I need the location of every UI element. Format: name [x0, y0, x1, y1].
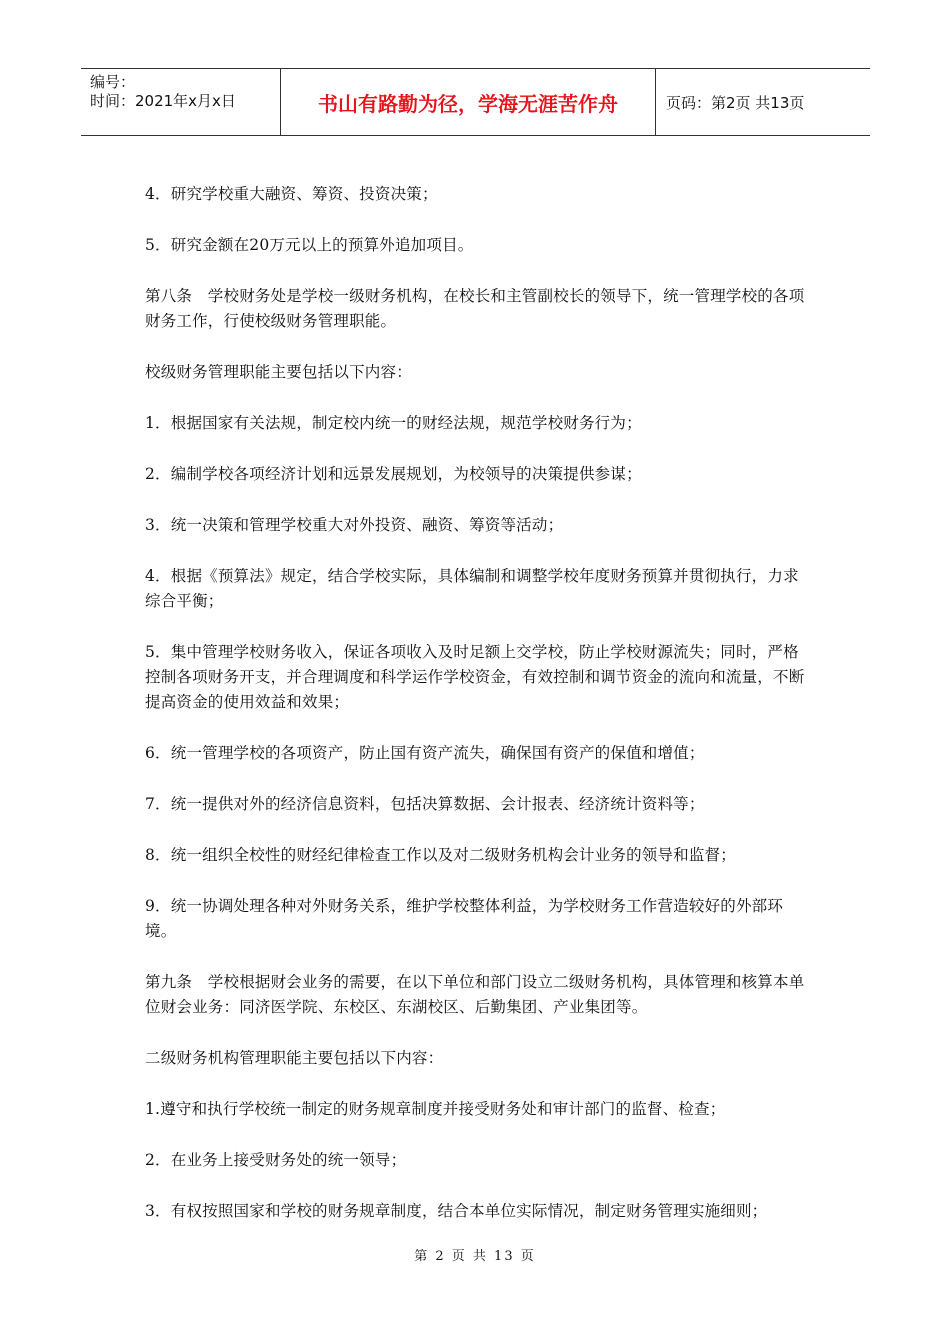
paragraph: 1．根据国家有关法规，制定校内统一的财经法规，规范学校财务行为； — [145, 414, 642, 432]
page-header — [81, 68, 870, 136]
paragraph: 4．研究学校重大融资、筹资、投资决策； — [145, 185, 438, 203]
paragraph: 二级财务机构管理职能主要包括以下内容： — [145, 1049, 444, 1067]
paragraph: 第九条 学校根据财会业务的需要，在以下单位和部门设立二级财务机构，具体管理和核算本单位财会业务：同济医学院、东校区、东湖校区、后勤集团、产业集团等。 — [145, 973, 805, 1016]
paragraph: 6．统一管理学校的各项资产，防止国有资产流失，确保国有资产的保值和增值； — [145, 744, 705, 762]
document-body — [145, 182, 810, 1250]
paragraph: 1.遵守和执行学校统一制定的财务规章制度并接受财务处和审计部门的监督、检查； — [145, 1100, 726, 1118]
paragraph: 7．统一提供对外的经济信息资料，包括决算数据、会计报表、经济统计资料等； — [145, 795, 705, 813]
paragraph: 3．有权按照国家和学校的财务规章制度，结合本单位实际情况，制定财务管理实施细则； — [145, 1202, 768, 1220]
header-meta — [81, 69, 281, 135]
paragraph: 校级财务管理职能主要包括以下内容： — [145, 363, 412, 381]
paragraph: 第八条 学校财务处是学校一级财务机构，在校长和主管副校长的领导下，统一管理学校的各项财务工作，行使校级财务管理职能。 — [145, 287, 805, 330]
time-label: 时间：2021年x月x日 — [90, 92, 236, 110]
paragraph: 4．根据《预算法》规定，结合学校实际，具体编制和调整学校年度财务预算并贯彻执行，力求综合平衡； — [145, 567, 799, 610]
paragraph: 3．统一决策和管理学校重大对外投资、融资、筹资等活动； — [145, 516, 564, 534]
header-page-info: 页码：第2页 共13页 — [666, 93, 805, 112]
paragraph: 5．研究金额在20万元以上的预算外追加项目。 — [145, 236, 474, 254]
number-label: 编号： — [90, 73, 136, 91]
paragraph: 5．集中管理学校财务收入，保证各项收入及时足额上交学校，防止学校财源流失；同时，严格控制各项财务开支，并合理调度和科学运作学校资金，有效控制和调节资金的流向和流量，不断提高资金的使用效益和效果； — [145, 643, 805, 711]
paragraph: 2．编制学校各项经济计划和远景发展规划，为校领导的决策提供参谋； — [145, 465, 642, 483]
paragraph: 9．统一协调处理各种对外财务关系，维护学校整体利益，为学校财务工作营造较好的外部环境。 — [145, 897, 784, 940]
header-motto: 书山有路勤为径，学海无涯苦作舟 — [281, 69, 656, 135]
paragraph: 8．统一组织全校性的财经纪律检查工作以及对二级财务机构会计业务的领导和监督； — [145, 846, 736, 864]
page-footer: 第 2 页 共 13 页 — [414, 1249, 536, 1264]
paragraph: 2．在业务上接受财务处的统一领导； — [145, 1151, 407, 1169]
